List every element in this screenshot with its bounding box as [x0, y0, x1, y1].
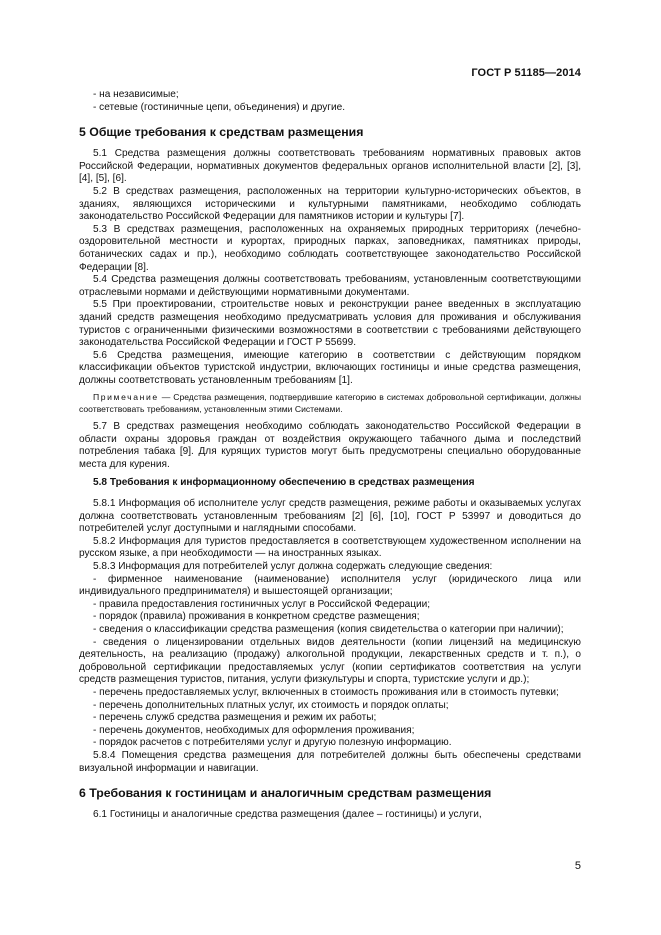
list-item: - порядок расчетов с потребителями услуг и другую полезную информацию.	[93, 737, 452, 749]
document-code: ГОСТ Р 51185—2014	[471, 67, 581, 79]
list-item: - сетевые (гостиничные цепи, объединения) и другие.	[93, 101, 346, 113]
list-item: - сведения о классификации средства размещения (копия свидетельства о категории при наличии);	[93, 623, 564, 635]
list-item: - фирменное наименование (наименование) исполнителя услуг (юридического лица или индивидуального предпринимателя) и вышестоящей организации;	[79, 573, 581, 598]
paragraph-5-2: 5.2 В средствах размещения, расположенных на территории культурно-исторических объектов, в зданиях, являющихся историческими и культурными памятниками, необходимо соблюдать законодательство Российской Федерации для памятников истории и культуры [7].	[79, 185, 581, 223]
paragraph-5-6: 5.6 Средства размещения, имеющие категорию в соответствии с действующим порядком классификации объектов туристской индустрии, включающих гостиницы и иные средства размещения, должны соответствовать установленным требованиям [1].	[79, 349, 581, 386]
list-item: - сведения о лицензировании отдельных видов деятельности (копии лицензий на медицинскую деятельность, на реализацию (продажу) алкогольной продукции, лекарственных средств и т. п.), о добровольной сертификации предоставляемых услуг (копии сертификатов соответствия на услуги средств размещения туристов, питания, услуги физкультуры и спорта, туристские услуги и др.);	[79, 636, 581, 686]
paragraph-5-1: 5.1 Средства размещения должны соответствовать требованиям нормативных правовых актов Российской Федерации, нормативных документов федеральных органов исполнительной власти [2], [3], [4], [5], [6].	[79, 148, 581, 185]
list-item: - на независимые;	[93, 89, 179, 100]
page-number: 5	[574, 860, 581, 872]
paragraph-5-8-2: 5.8.2 Информация для туристов предоставляется в соответствующем художественном исполнении на русском языке, а при необходимости — на иностранных языках.	[79, 535, 581, 560]
section-5-8-heading: 5.8 Требования к информационному обеспечению в средствах размещения	[93, 477, 475, 489]
note-text: — Средства размещения, подтвердившие категорию в системах добровольной сертификации, должны соответствовать требованиям, установленным этими Системами.	[79, 392, 581, 415]
paragraph-5-8-3: 5.8.3 Информация для потребителей услуг должна содержать следующие сведения:	[93, 561, 493, 572]
page-content	[79, 89, 581, 822]
paragraph-5-3: 5.3 В средствах размещения, расположенных на охраняемых природных территориях (лечебно-оздоровительной местности и курортах, природных парках, заповедниках, памятниках природы, ботанических садах и пр.), необходимо соблюдать соответствующее законодательство Российской Федерации [8].	[79, 223, 581, 273]
list-item: - перечень служб средства размещения и режим их работы;	[93, 712, 377, 724]
section-5-heading: 5 Общие требования к средствам размещения	[79, 125, 364, 140]
paragraph-5-8-4: 5.8.4 Помещения средства размещения для потребителей должны быть обеспечены средствами визуальной информации и навигации.	[79, 749, 581, 774]
note	[79, 392, 581, 416]
list-item: - перечень предоставляемых услуг, включенных в стоимость проживания или в стоимость путевки;	[93, 686, 559, 698]
section-6-heading: 6 Требования к гостиницам и аналогичным средствам размещения	[79, 786, 492, 801]
paragraph-5-5: 5.5 При проектировании, строительстве новых и реконструкции ранее введенных в эксплуатацию зданий средств размещения необходимо предусматривать условия для проживания и обслуживания туристов с ограниченными физическими возможностями в соответствии с требованиями действующего законодательства Российской Федерации и ГОСТ Р 55699.	[79, 299, 581, 349]
list-item: - порядок (правила) проживания в конкретном средстве размещения;	[93, 611, 420, 623]
paragraph-5-8-1: 5.8.1 Информация об исполнителе услуг средств размещения, режиме работы и оказываемых услугах должна соответствовать установленным требованиям [2] [6], [10], ГОСТ Р 53997 и доводиться до потребителей услуг доступными и наглядными способами.	[79, 498, 581, 535]
note-label: Примечание	[93, 392, 159, 403]
list-item: - правила предоставления гостиничных услуг в Российской Федерации;	[93, 598, 431, 610]
list-item: - перечень дополнительных платных услуг, их стоимость и порядок оплаты;	[93, 699, 449, 711]
paragraph-5-4: 5.4 Средства размещения должны соответствовать требованиям, установленным соответствующими отраслевыми нормами и действующими нормативными документами.	[79, 274, 581, 298]
list-item: - перечень документов, необходимых для оформления проживания;	[93, 724, 415, 736]
paragraph-5-7: 5.7 В средствах размещения необходимо соблюдать законодательство Российской Федерации в области охраны здоровья граждан от воздействия окружающего табачного дыма и последствий потребления табака [9]. Для курящих туристов могут быть предусмотрены специально оборудованные места для курения.	[79, 421, 581, 470]
paragraph-6-1: 6.1 Гостиницы и аналогичные средства размещения (далее – гостиницы) и услуги,	[93, 809, 482, 821]
